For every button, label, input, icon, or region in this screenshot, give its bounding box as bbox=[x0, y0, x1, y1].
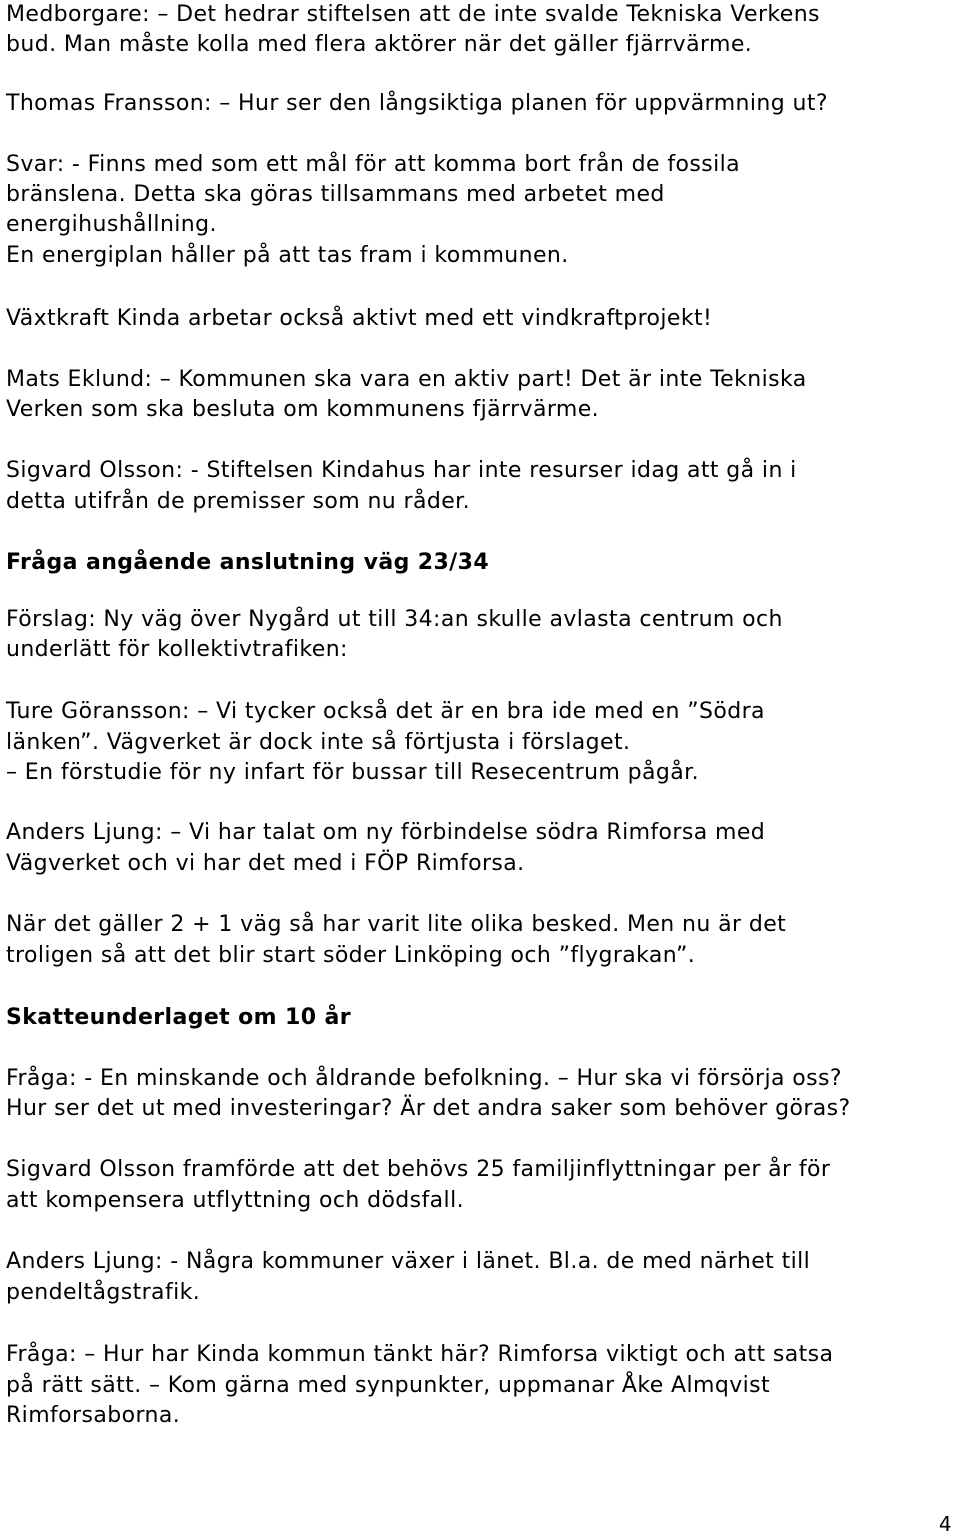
text-line: underlätt för kollektivtrafiken: bbox=[6, 637, 348, 662]
text-line: Fråga: – Hur har Kinda kommun tänkt här? Rimforsa viktigt och att satsa bbox=[6, 1342, 834, 1367]
text-line: Vägverket och vi har det med i FÖP Rimforsa. bbox=[6, 851, 525, 876]
text-line: länken”. Vägverket är dock inte så förtjusta i förslaget. bbox=[6, 730, 631, 755]
text-line: Anders Ljung: - Några kommuner växer i länet. Bl.a. de med närhet till bbox=[6, 1249, 811, 1274]
text-line: på rätt sätt. – Kom gärna med synpunkter, uppmanar Åke Almqvist bbox=[6, 1373, 771, 1398]
text-line: När det gäller 2 + 1 väg så har varit lite olika besked. Men nu är det bbox=[6, 912, 787, 937]
text-line: Verken som ska besluta om kommunens fjärrvärme. bbox=[6, 397, 600, 422]
text-line: Mats Eklund: – Kommunen ska vara en aktiv part! Det är inte Tekniska bbox=[6, 367, 807, 392]
section-heading: Skatteunderlaget om 10 år bbox=[6, 1005, 352, 1030]
section-heading: Fråga angående anslutning väg 23/34 bbox=[6, 550, 490, 575]
text-line: att kompensera utflyttning och dödsfall. bbox=[6, 1188, 464, 1213]
text-line: troligen så att det blir start söder Linköping och ”flygrakan”. bbox=[6, 943, 696, 968]
text-line: Anders Ljung: – Vi har talat om ny förbindelse södra Rimforsa med bbox=[6, 820, 766, 845]
text-line: Sigvard Olsson framförde att det behövs 25 familjinflyttningar per år för bbox=[6, 1157, 831, 1182]
text-line: bud. Man måste kolla med flera aktörer när det gäller fjärrvärme. bbox=[6, 32, 753, 57]
text-line: En energiplan håller på att tas fram i kommunen. bbox=[6, 243, 569, 268]
text-line: Förslag: Ny väg över Nygård ut till 34:an skulle avlasta centrum och bbox=[6, 607, 783, 632]
text-line: Thomas Fransson: – Hur ser den långsiktiga planen för uppvärmning ut? bbox=[6, 91, 828, 116]
text-line: Medborgare: – Det hedrar stiftelsen att de inte svalde Tekniska Verkens bbox=[6, 2, 820, 27]
text-line: Sigvard Olsson: - Stiftelsen Kindahus har inte resurser idag att gå in i bbox=[6, 458, 797, 483]
text-line: pendeltågstrafik. bbox=[6, 1280, 201, 1305]
text-line: energihushållning. bbox=[6, 212, 217, 237]
text-line: Hur ser det ut med investeringar? Är det andra saker som behöver göras? bbox=[6, 1096, 851, 1121]
text-line: Växtkraft Kinda arbetar också aktivt med ett vindkraftprojekt! bbox=[6, 306, 713, 331]
text-line: Fråga: - En minskande och åldrande befolkning. – Hur ska vi försörja oss? bbox=[6, 1066, 842, 1091]
text-line: – En förstudie för ny infart för bussar till Resecentrum pågår. bbox=[6, 760, 699, 785]
text-line: Svar: - Finns med som ett mål för att komma bort från de fossila bbox=[6, 152, 740, 177]
text-line: Ture Göransson: – Vi tycker också det är en bra ide med en ”Södra bbox=[6, 699, 765, 724]
text-line: bränslena. Detta ska göras tillsammans med arbetet med bbox=[6, 182, 665, 207]
text-line: Rimforsaborna. bbox=[6, 1403, 181, 1428]
text-line: detta utifrån de premisser som nu råder. bbox=[6, 489, 470, 514]
page-number: 4 bbox=[938, 1512, 952, 1536]
